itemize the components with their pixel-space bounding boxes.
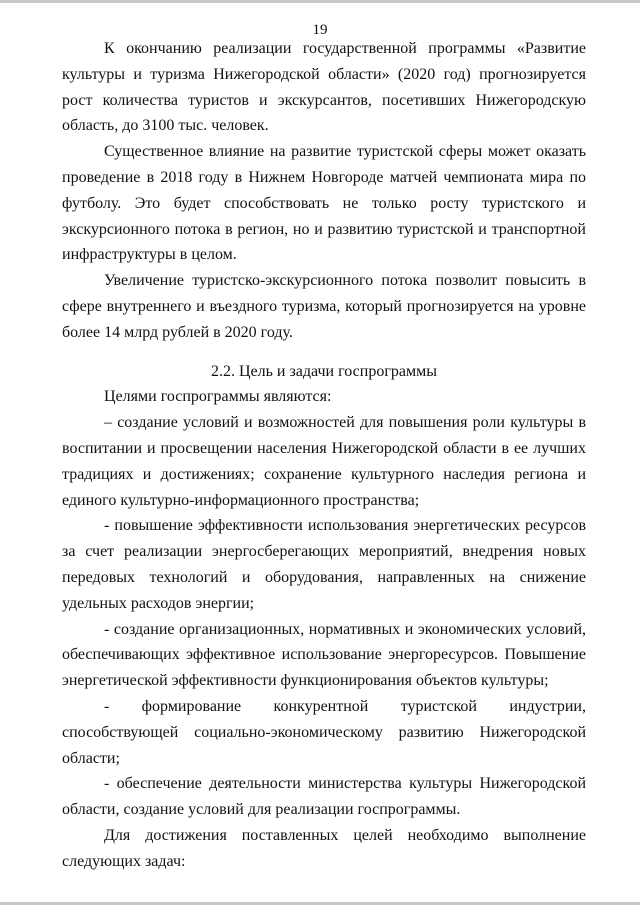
- goal-item: - обеспечение деятельности министерства культуры Нижегородской области, создание условий для реализации госпрограммы.: [62, 775, 586, 819]
- section-heading: 2.2. Цель и задачи госпрограммы: [210, 362, 438, 380]
- goal-item: - формирование конкурентной туристской индустрии, способствующей социально-экономическому развитию Нижегородской области;: [62, 697, 586, 767]
- goal-item: – создание условий и возможностей для повышения роли культуры в воспитании и просвещении населения Нижегородской области в ее лучших традициях и достижениях; сохранение культурного наследия региона и единого культурно-информационного пространства;: [62, 414, 586, 509]
- document-body: [62, 36, 586, 875]
- page-number: 19: [312, 22, 328, 38]
- paragraph-forecast: К окончанию реализации государственной программы «Развитие культуры и туризма Нижегородской области» (2020 год) прогнозируется рост количества туристов и экскурсантов, посетивших Нижегородскую область, до 3100 тыс. человек.: [62, 40, 586, 135]
- scan-top-edge: [0, 0, 640, 3]
- paragraph-world-cup: Существенное влияние на развитие туристской сферы может оказать проведение в 2018 году в Нижнем Новгороде матчей чемпионата мира по футболу. Это будет способствовать не только росту туристского и экскурсионного потока в регион, но и развитию туристской и транспортной инфраструктуры в целом.: [62, 143, 586, 264]
- closing-paragraph: Для достижения поставленных целей необходимо выполнение следующих задач:: [62, 826, 586, 870]
- goal-item: - создание организационных, нормативных и экономических условий, обеспечивающих эффективное использование энергоресурсов. Повышение энергетической эффективности функционирования объектов культуры;: [62, 620, 586, 690]
- goals-intro: Целями госпрограммы являются:: [104, 388, 332, 406]
- paragraph-tourism-volume: Увеличение туристско-экскурсионного потока позволит повысить в сфере внутреннего и въездного туризма, который прогнозируется на уровне более 14 млрд рублей в 2020 году.: [62, 272, 586, 341]
- goal-item: - повышение эффективности использования энергетических ресурсов за счет реализации энергосберегающих мероприятий, внедрения новых передовых технологий и оборудования, направленных на снижение удельных расходов энергии;: [62, 517, 586, 612]
